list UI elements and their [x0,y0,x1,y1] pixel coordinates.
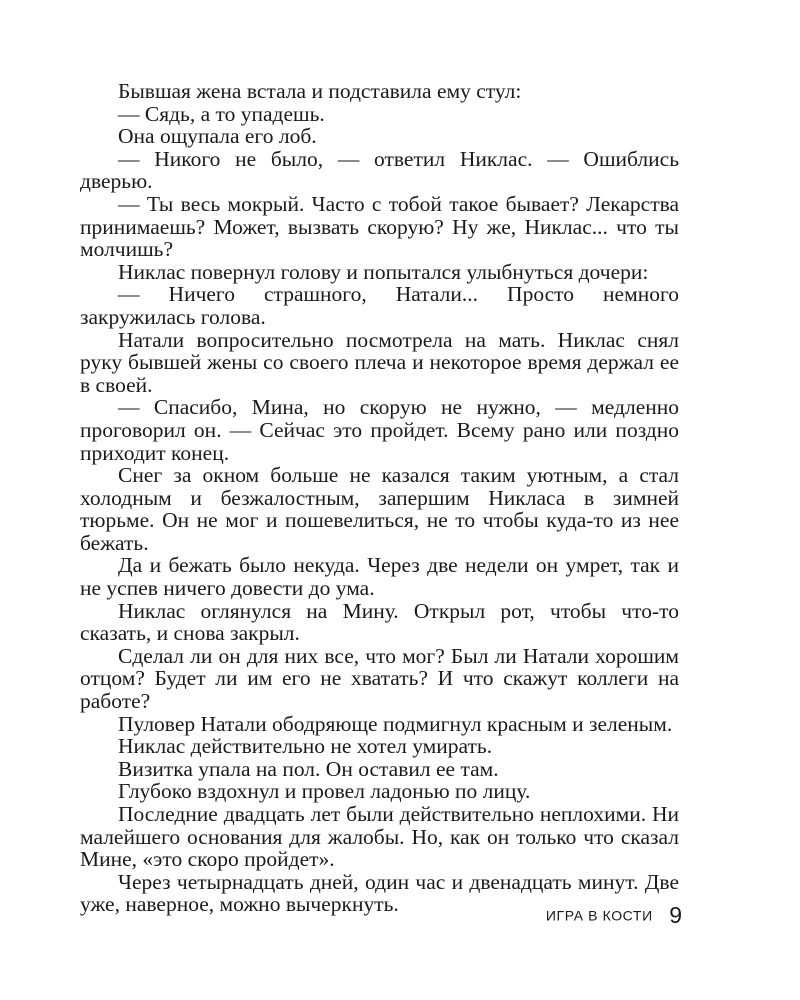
paragraph: Никлас действительно не хотел умирать. [118,734,493,759]
paragraph: Последние двадцать лет были действительно неплохими. Ни малейшего основания для жалобы. Но, как он только что сказал Мине, «это скоро пройдет». [80,802,679,872]
paragraph: — Ты весь мокрый. Часто с тобой такое бывает? Лекарства принимаешь? Может, вызвать скорую? Ну же, Никлас... что ты молчишь? [80,191,679,262]
paragraph: Через четырнадцать дней, один час и двенадцать минут. Две уже, наверное, можно вычеркнуть. [80,869,679,917]
paragraph: Снег за окном больше не казался таким уютным, а стал холодным и безжалостным, запершим Никласа в зимней тюрьме. Он не мог и пошевелиться, не то чтобы куда-то из нее бежать. [80,463,679,555]
page-footer [546,902,682,929]
text-line: Бывшая жена встала и подставила ему стул: [118,79,522,103]
paragraph [80,125,679,148]
paragraph: Сделал ли он для них все, что мог? Был ли Натали хорошим отцом? Будет ли им его не хватать? И что скажут коллеги на работе? [80,643,679,714]
paragraph: Да и бежать было некуда. Через две недели он умрет, так и не успев ничего довести до ума. [80,553,679,601]
body-text [80,80,679,916]
paragraph: Глубоко вздохнул и провел ладонью по лицу. [118,779,531,804]
paragraph: — Ничего страшного, Натали... Просто немного закружилась голова. [80,282,679,329]
paragraph: Натали вопросительно посмотрела на мать. Никлас снял руку бывшей жены со своего плеча и некоторое время держал ее в своей. [80,327,679,397]
paragraph: Пуловер Натали ободряюще подмигнул красным и зеленым. [118,711,673,736]
paragraph: — Спасибо, Мина, но скорую не нужно, — медленно проговорил он. — Сейчас это пройдет. Всему рано или поздно приходит конец. [80,395,679,465]
paragraph [80,80,679,103]
paragraph [80,103,679,126]
paragraph: Никлас оглянулся на Мину. Открыл рот, чтобы что-то сказать, и снова закрыл. [80,598,679,646]
running-title: ИГРА В КОСТИ [545,907,653,924]
text-line: Она ощупала его лоб. [118,124,317,149]
paragraph: — Никого не было, — ответил Никлас. — Ошиблись дверью. [80,146,679,194]
paragraph: Никлас повернул голову и попытался улыбнуться дочери: [118,259,649,284]
text-line: — Сядь, а то упадешь. [118,101,325,126]
paragraph: Визитка упала на пол. Он оставил ее там. [118,756,499,781]
page-number: 9 [669,902,682,928]
